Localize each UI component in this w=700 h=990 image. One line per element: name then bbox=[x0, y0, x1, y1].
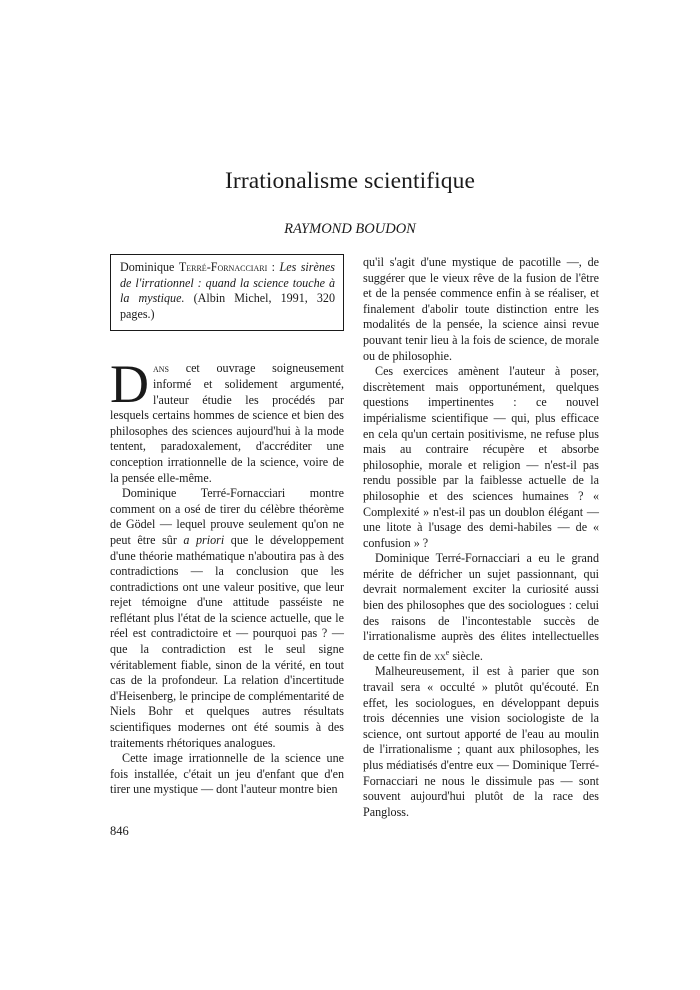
drop-cap: D bbox=[110, 354, 149, 415]
paragraph-1 bbox=[110, 354, 344, 486]
paragraph-5 bbox=[363, 551, 599, 664]
paragraph-2 bbox=[110, 486, 344, 751]
review-publisher: (Albin Michel, 1991, 320 pages.) bbox=[120, 291, 335, 321]
century-superscript: e bbox=[445, 647, 450, 657]
review-author-last: Terré-Fornacciari bbox=[178, 260, 268, 274]
paragraph-2-italic: a priori bbox=[183, 532, 225, 547]
paragraph-1-text: cet ouvrage soigneusement informé et solidement argumenté, l'auteur étudie les procédés par lesquels certains hommes de science et bien des philosophes des sciences aujourd'hui à la mode tentent, paradoxalement, d'accréditer une conception irrationnelle de la science, voire de la pensée elle-même. bbox=[110, 361, 344, 485]
paragraph-6: Malheureusement, il est à parier que son travail sera « occulté » plutôt qu'écouté. En effet, les sociologues, en développant depuis trois décennies une vision sociologiste de la science, ont surtout apporté de l'eau au moulin de l'irrationalisme ; quant aux philosophes, les plus médiatisés d'entre eux — Dominique Terré-Fornacciari ne nous le dissimule pas — sont souvent aujourd'hui plutôt de la race des Pangloss. bbox=[363, 664, 599, 819]
paragraph-5-start: Dominique Terré-Fornacciari a eu le grand mérite de défricher un sujet passionnant, qui devrait normalement exciter la curiosité aussi bien des philosophes que des sociologues : celui des raisons de l'incontestable succès de l'irrationalisme auprès des élites intellectuelles de cette fin de bbox=[363, 551, 599, 663]
paragraph-2-start: Dominique Terré-Fornacciari montre comment on a osé de tirer du célèbre théorème de Gödel — lequel prouve seulement qu'on ne peut être sûr bbox=[110, 486, 344, 547]
review-book-title: Les sirènes de l'irrationnel : quand la science touche à la mystique. bbox=[120, 260, 335, 306]
lead-in: ans bbox=[153, 361, 170, 376]
paragraph-3-continued: qu'il s'agit d'une mystique de pacotille —, de suggérer que le vieux rêve de la fusion de l'être et de la pensée commence enfin à se réaliser, et finalement d'abolir toute distinction entre les modalités de la pensée, la science ainsi revue pouvant tenir lieu à la fois de science, de morale ou de philosophie. bbox=[363, 255, 599, 363]
review-author-first: Dominique bbox=[120, 260, 175, 274]
page-number: 846 bbox=[110, 824, 129, 838]
paragraph-5-end: siècle. bbox=[449, 648, 483, 663]
review-reference-box bbox=[110, 254, 344, 331]
paragraph-4: Ces exercices amènent l'auteur à poser, discrètement mais opportunément, quelques questions impertinentes : ce nouvel impérialisme scientifique — qui, plus efficace en cela qu'un certain positivisme, ne refuse plus mais au contraire récupère et absorbe philosophie, morale et religion — n'est-il pas rendu possible par la faiblesse actuelle de la philosophie et des sciences humaines ? « Complexité » n'est-il pas un doublon élégant — une litote à l'usage des demi-habiles — de « confusion » ? bbox=[363, 364, 599, 550]
paragraph-3: Cette image irrationnelle de la science une fois installée, c'était un jeu d'enfant que d'en tirer une mystique — dont l'auteur montre bien bbox=[110, 751, 344, 797]
review-sep: : bbox=[267, 260, 280, 274]
left-column bbox=[110, 254, 344, 798]
right-column bbox=[363, 255, 599, 820]
paragraph-2-end: que le développement d'une théorie mathématique n'aboutira pas à des contradictions — la conclusion que les contradictions ont une valeur positive, que leur rejet témoigne d'une attitude passéiste ne reflétant plus l'état de la science actuelle, que le réel est contradictoire et — pourquoi pas ? — que la contradiction est le seul signe véritablement fiable, sinon de la vérité, en tout cas de la profondeur. La relation d'incertitude d'Heisenberg, le principe de complémentarité de Niels Bohr et quelques autres résultats scientifiques modernes ont été soumis à des traitements rhétoriques analogues. bbox=[110, 532, 344, 750]
article-title: Irrationalisme scientifique bbox=[224, 168, 475, 194]
century-numeral: xx bbox=[434, 648, 446, 663]
article-author: RAYMOND BOUDON bbox=[284, 221, 416, 237]
